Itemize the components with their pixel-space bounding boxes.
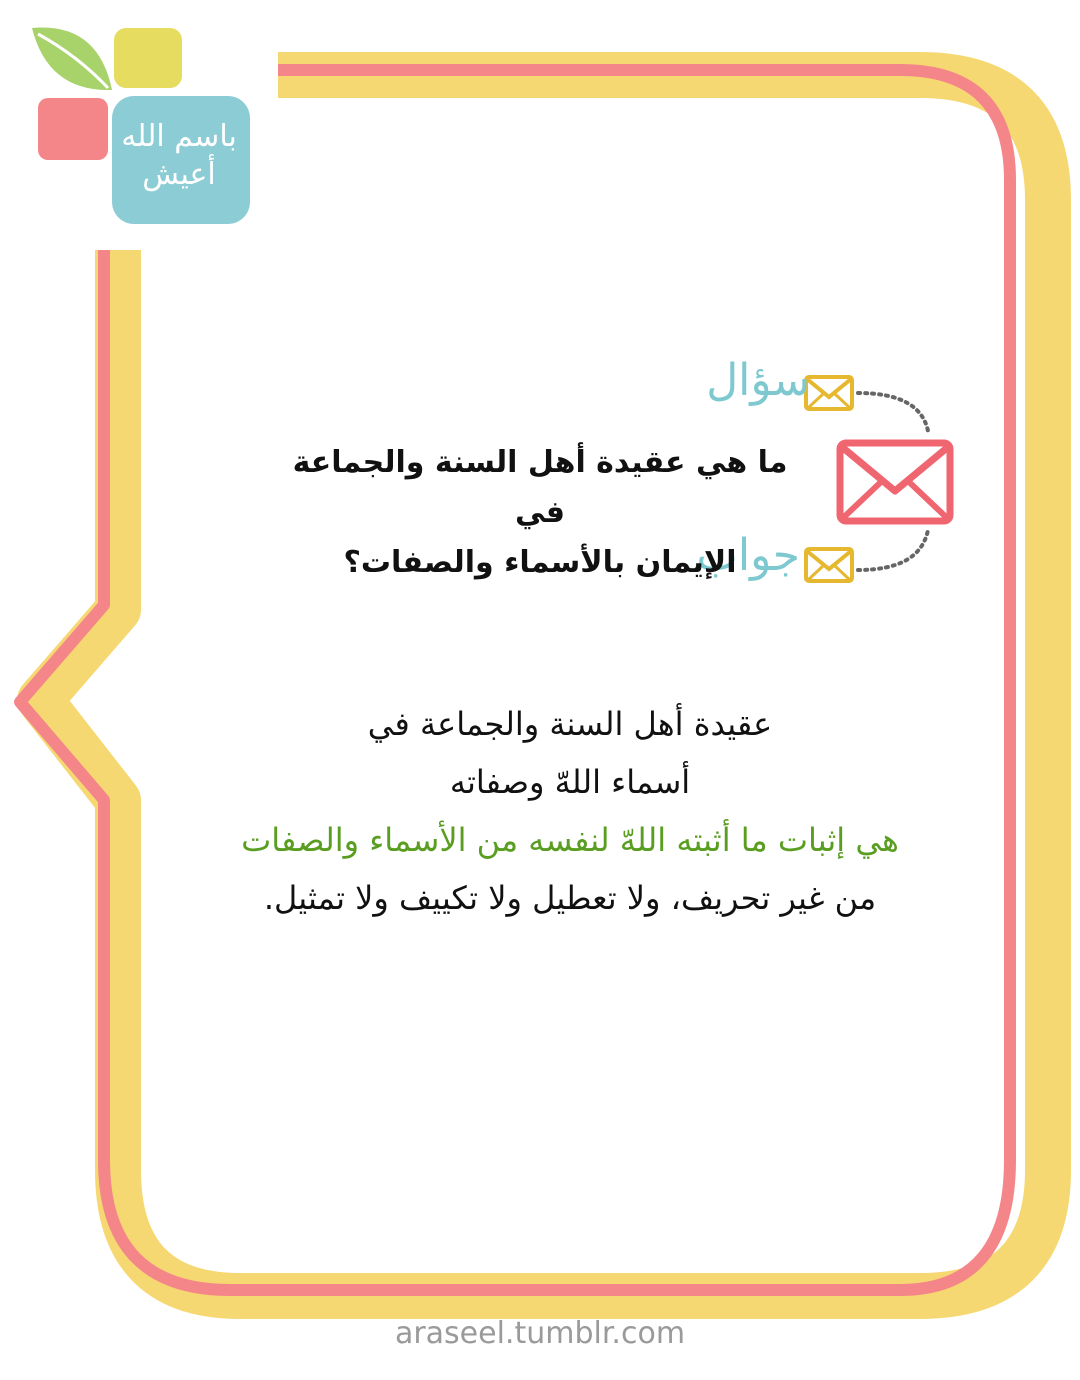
answer-line-1: عقيدة أهل السنة والجماعة في [367, 705, 773, 743]
answer-line-3-highlight: هي إثبات ما أثبته اللهّ لنفسه من الأسماء والصفات [241, 821, 899, 859]
logo-line-1: باسم الله [121, 119, 237, 154]
question-line-1: ما هي عقيدة أهل السنة والجماعة في [292, 445, 788, 530]
question-label: سؤال [706, 355, 810, 406]
answer-line-2: أسماء اللهّ وصفاته [449, 763, 691, 801]
frame-inner [150, 118, 998, 1262]
dotted-connector-bottom [858, 530, 928, 570]
answer-label: جواب [696, 530, 800, 581]
logo-line-2: أعيش [142, 157, 216, 192]
dotted-connector-top [858, 393, 928, 431]
envelope-small-icon-bottom [806, 549, 852, 581]
question-line-2: الإيمان بالأسماء والصفات؟ [343, 545, 737, 580]
footer-url: araseel.tumblr.com [394, 1316, 686, 1351]
logo-text [110, 118, 248, 194]
logo-yellow-square [114, 28, 182, 88]
envelope-small-icon [806, 377, 852, 409]
question-text [270, 438, 810, 588]
envelope-graphic [800, 365, 970, 595]
answer-text [180, 695, 960, 927]
envelope-large-icon [840, 443, 950, 521]
answer-line-4: من غير تحريف، ولا تعطيل ولا تكييف ولا تمثيل. [263, 879, 877, 917]
logo-pink-square [38, 98, 108, 160]
